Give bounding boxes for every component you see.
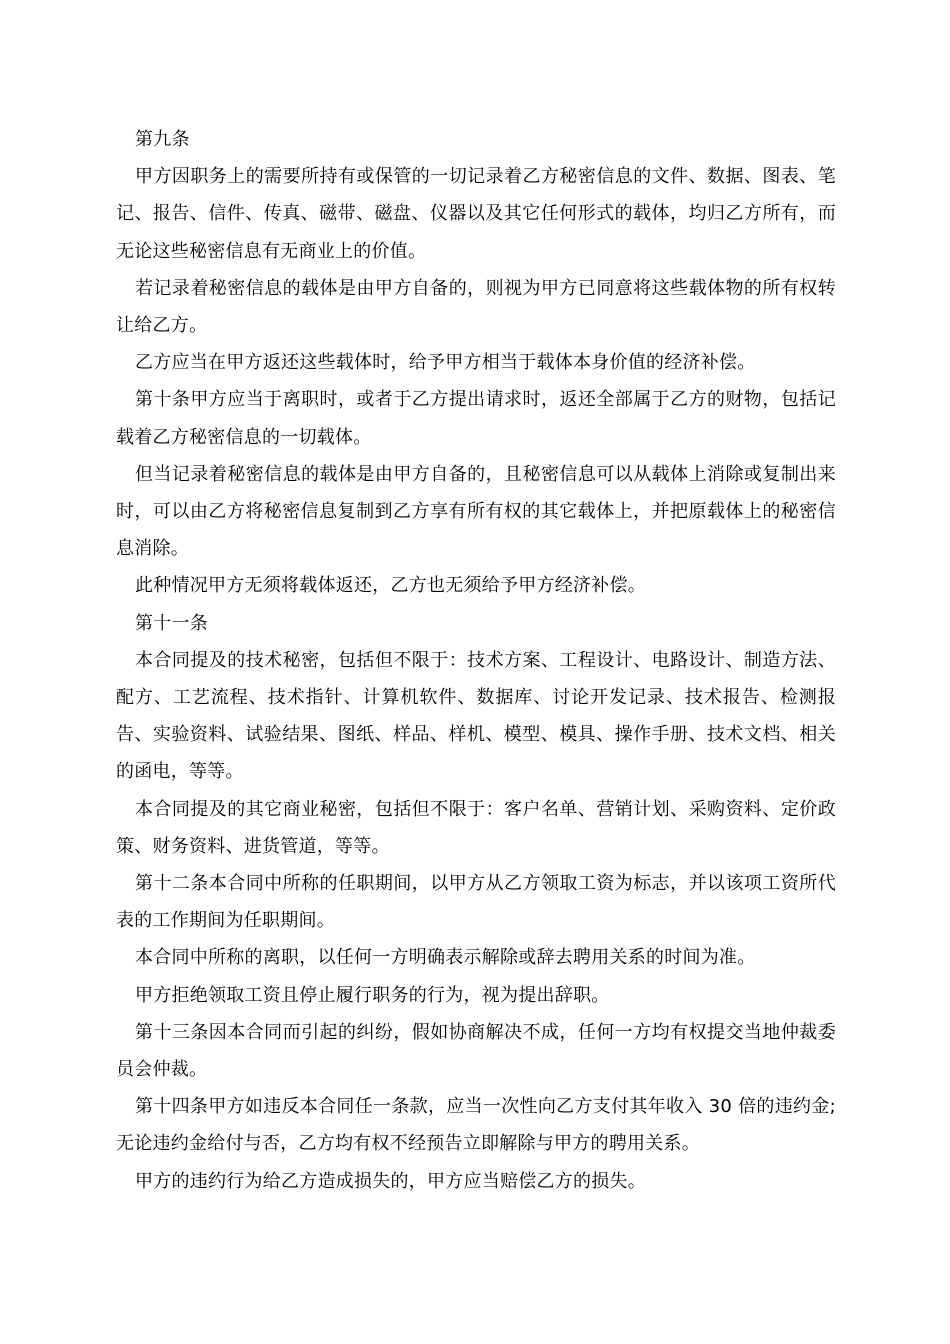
paragraph-self-provided-carrier: 若记录着秘密信息的载体是由甲方自备的，则视为甲方已同意将这些载体物的所有权转让给乙方。 [116,277,836,337]
paragraph-resignation-definition: 本合同中所称的离职，以任何一方明确表示解除或辞去聘用关系的时间为准。 [135,947,756,969]
paragraph-no-return: 此种情况甲方无须将载体返还，乙方也无须给予甲方经济补偿。 [135,575,646,597]
article-13-paragraph: 第十三条因本合同而引起的纠纷，假如协商解决不成，任何一方均有权提交当地仲裁委员会仲裁。 [116,1021,836,1081]
paragraph-damages: 甲方的违约行为给乙方造成损失的，甲方应当赔偿乙方的损失。 [135,1170,646,1192]
paragraph-copy-and-erase: 但当记录着秘密信息的载体是由甲方自备的，且秘密信息可以从载体上消除或复制出来时，可以由乙方将秘密信息复制到乙方享有所有权的其它载体上，并把原载体上的秘密信息消除。 [116,463,836,560]
article-9-heading: 第九条 [135,129,190,150]
article-14-paragraph: 第十四条甲方如违反本合同任一条款，应当一次性向乙方支付其年收入 30 倍的违约金;无论违约金给付与否，乙方均有权不经预告立即解除与甲方的聘用关系。 [116,1096,836,1155]
article-12-paragraph: 第十二条本合同中所称的任职期间，以甲方从乙方领取工资为标志，并以该项工资所代表的工作期间为任职期间。 [116,873,836,932]
paragraph-compensation: 乙方应当在甲方返还这些载体时，给予甲方相当于载体本身价值的经济补偿。 [135,352,756,374]
article-11-heading: 第十一条 [135,612,208,634]
paragraph-technical-secrets: 本合同提及的技术秘密，包括但不限于：技术方案、工程设计、电路设计、制造方法、配方、工艺流程、技术指针、计算机软件、数据库、讨论开发记录、技术报告、检测报告、实验资料、试验结果、图纸、样品、样机、模型、模具、操作手册、技术文档、相关的函电，等等。 [116,649,836,783]
paragraph-carrier-ownership: 甲方因职务上的需要所持有或保管的一切记录着乙方秘密信息的文件、数据、图表、笔记、报告、信件、传真、磁带、磁盘、仪器以及其它任何形式的载体，均归乙方所有，而无论这些秘密信息有无商业上的价值。 [116,166,836,262]
paragraph-business-secrets: 本合同提及的其它商业秘密，包括但不限于：客户名单、营销计划、采购资料、定价政策、财务资料、进货管道，等等。 [116,798,836,857]
document-body [116,121,836,1200]
article-10-paragraph: 第十条甲方应当于离职时，或者于乙方提出请求时，返还全部属于乙方的财物，包括记载着乙方秘密信息的一切载体。 [116,389,836,448]
paragraph-deemed-resignation: 甲方拒绝领取工资且停止履行职务的行为，视为提出辞职。 [135,984,610,1006]
